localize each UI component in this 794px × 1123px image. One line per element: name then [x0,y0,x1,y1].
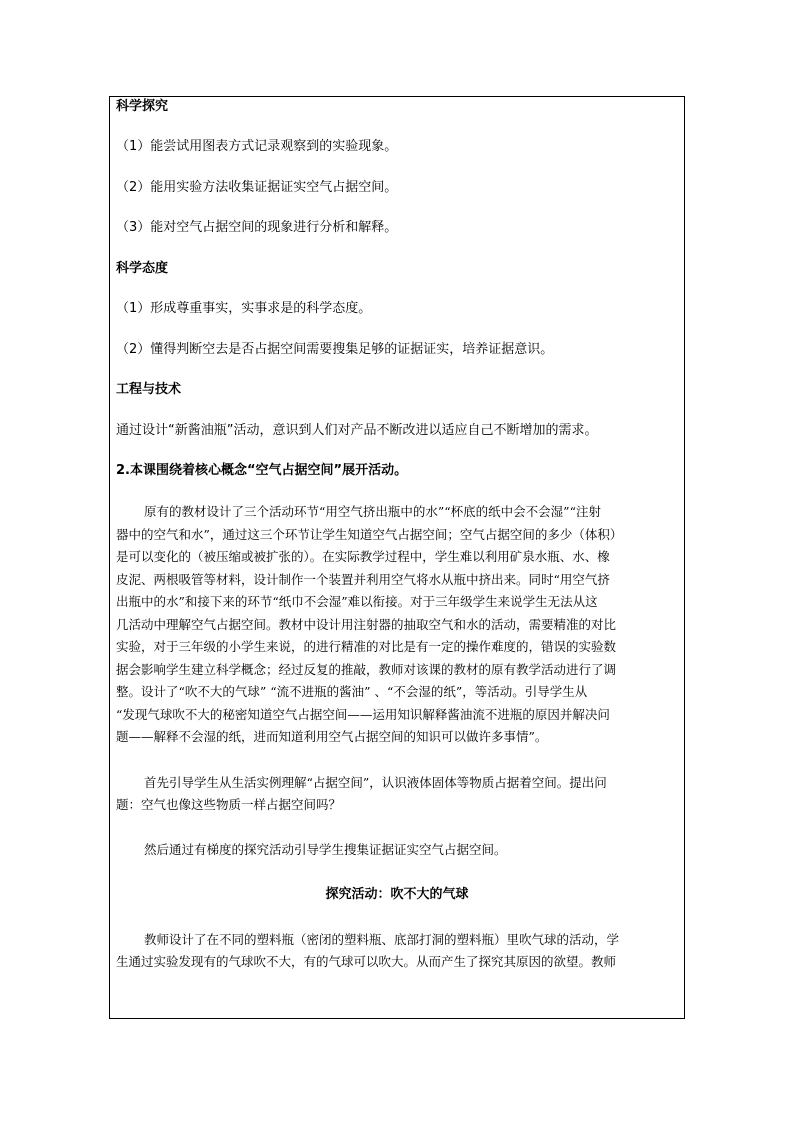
inquiry-item-2: （2）能用实验方法收集证据证实空气占据空间。 [116,180,398,195]
inquiry-item-1: （1）能尝试用图表方式记录观察到的实验现象。 [116,139,398,154]
para3-line: 然后通过有梯度的探究活动引导学生搜集证据证实空气占据空间。 [144,842,507,857]
para2-line: 首先引导学生从生活实例理解“占据空间”，认识液体固体等物质占据着空间。提出问 [144,775,607,790]
heading-science-inquiry: 科学探究 [116,99,169,114]
para1-line: 器中的空气和水”，通过这三个环节让学生知道空气占据空间；空气占据空间的多少（体积） [116,527,623,542]
para1-line: “发现气球吹不大的秘密知道空气占据空间——运用知识解释酱油流不进瓶的原因并解决问 [116,707,610,722]
para1-line: 据会影响学生建立科学概念；经过反复的推敲，教师对该课的教材的原有教学活动进行了调 [116,662,617,677]
para4-line: 教师设计了在不同的塑料瓶（密闭的塑料瓶、底部打洞的塑料瓶）里吹气球的活动，学 [144,932,620,947]
para1-line: 题——解释不会湿的纸，进而知道利用空气占据空间的知识可以做许多事情”。 [116,729,548,744]
para1-line: 原有的教材设计了三个活动环节“用空气挤出瓶中的水”“杯底的纸中会不会湿”“注射 [144,504,601,519]
para1-line: 皮泥、两根吸管等材料，设计制作一个装置并利用空气将水从瓶中挤出来。同时“用空气挤 [116,572,610,587]
heading-engineering: 工程与技术 [116,382,182,397]
inquiry-item-3: （3）能对空气占据空间的现象进行分析和解释。 [116,220,398,235]
para1-line: 是可以变化的（被压缩或被扩张的）。在实际教学过程中，学生难以利用矿泉水瓶、水、橡 [116,549,610,564]
para1-line: 几活动中理解空气占据空间。教材中设计用注射器的抽取空气和水的活动，需要精准的对比 [116,617,617,632]
activity-title: 探究活动：吹不大的气球 [325,887,469,902]
attitude-item-2: （2）懂得判断空去是否占据空间需要搜集足够的证据证实，培养证据意识。 [116,342,554,357]
para1-line: 整。设计了“吹不大的气球” “流不进瓶的酱油” 、“不会湿的纸”，等活动。引导学生从 [116,684,588,699]
engineering-text: 通过设计“新酱油瓶”活动，意识到人们对产品不断改进以适应自己不断增加的需求。 [116,423,598,438]
heading-science-attitude: 科学态度 [116,261,169,276]
attitude-item-1: （1）形成尊重事实，实事求是的科学态度。 [116,301,372,316]
point-2-heading: 2.本课围绕着核心概念“空气占据空间”展开活动。 [116,463,408,478]
para2-line: 题：空气也像这些物质一样占据空间吗？ [116,797,342,812]
para1-line: 实验，对于三年级的小学生来说，的进行精准的对比是有一定的操作难度的，错误的实验数 [116,639,617,654]
para4-line: 生通过实验发现有的气球吹不大，有的气球可以吹大。从而产生了探究其原因的欲望。教师 [116,954,617,969]
para1-line: 出瓶中的水”和接下来的环节“纸巾不会湿”难以衔接。对于三年级学生来说学生无法从这 [116,594,598,609]
